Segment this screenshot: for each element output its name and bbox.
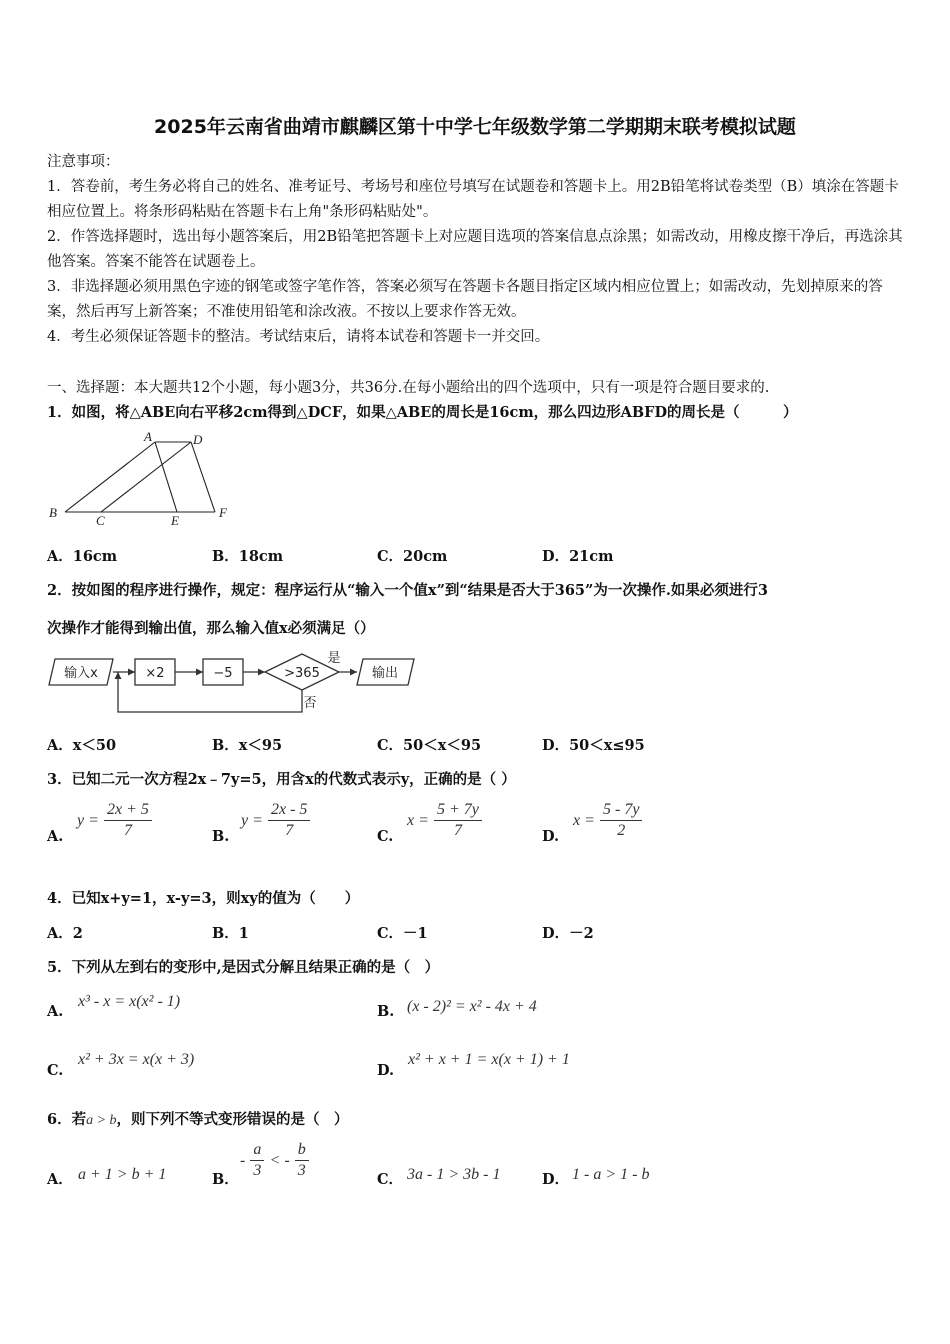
q3-option-d <box>573 800 642 841</box>
q3-d-denominator: 2 <box>617 822 626 839</box>
q2-option-c: C．50＜x＜95 <box>377 737 482 754</box>
q3-a-denominator: 7 <box>123 822 132 839</box>
q1-option-d: D．21cm <box>542 548 614 565</box>
note-item-1: 1．答卷前，考生务必将自己的姓名、准考证号、考场号和座位号填写在试题卷和答题卡上。用2B铅笔将试卷类型（B）填涂在答题卡相应位置上。将条形码粘贴在答题卡右上角"条形码粘贴处"。 <box>47 179 899 220</box>
note-item-4: 4．考生必须保证答题卡的整洁。考试结束后，请将本试卷和答题卡一并交回。 <box>47 329 550 345</box>
flow-input: 输入x <box>64 666 98 681</box>
q6-label-a: A． <box>47 1171 73 1188</box>
q5-label-b: B. <box>377 1003 395 1020</box>
q6-prefix: 6．若 <box>47 1111 87 1128</box>
q3-b-denominator: 7 <box>285 822 294 839</box>
q3-label-c: C. <box>377 828 394 845</box>
question-1-text: 1．如图，将△ABE向右平移2cm得到△DCF，如果△ABE的周长是16cm，那么四边形ABFD的周长是（ ） <box>47 404 798 421</box>
flow-minus-five: −5 <box>213 666 233 681</box>
q3-label-b: B. <box>212 828 230 845</box>
q3-label-d: D. <box>542 828 560 845</box>
q6-b-numerator-b: b <box>295 1140 309 1161</box>
q5-label-c: C. <box>47 1062 64 1079</box>
q6-condition: a > b <box>86 1113 117 1128</box>
q2-option-b: B．x＜95 <box>212 737 283 754</box>
flow-compare: >365 <box>284 666 320 681</box>
label-c: C <box>96 513 105 528</box>
page-title: 2025年云南省曲靖市麒麟区第十中学七年级数学第二学期期末联考模拟试题 <box>154 116 796 138</box>
note-item-2: 2．作答选择题时，选出每小题答案后，用2B铅笔把答题卡上对应题目选项的答案信息点涂黑；如需改动，用橡皮擦干净后，再选涂其他答案。答案不能答在试题卷上。 <box>47 229 903 270</box>
q3-option-b <box>241 800 310 841</box>
question-2-line2: 次操作才能得到输出值，那么输入值x必须满足（） <box>47 620 375 637</box>
q6-option-a-expr: a + 1 > b + 1 <box>78 1166 167 1183</box>
q6-option-d-expr: 1 - a > 1 - b <box>572 1166 650 1183</box>
question-3-text: 3．已知二元一次方程2x﹣7y=5，用含x的代数式表示y，正确的是（ ） <box>47 771 516 788</box>
flow-times-two: ×2 <box>145 666 165 681</box>
q6-b-denominator-b: 3 <box>297 1162 306 1179</box>
q3-c-lhs: x = <box>407 812 429 829</box>
q6-suffix: ，则下列不等式变形错误的是（ ） <box>116 1111 349 1128</box>
q5-option-c-expr: x² + 3x = x(x + 3) <box>78 1051 195 1068</box>
q5-label-d: D. <box>377 1062 395 1079</box>
q1-option-a: A．16cm <box>47 548 118 565</box>
translation-figure <box>45 428 235 530</box>
q5-option-a-expr: x³ - x = x(x² - 1) <box>78 993 181 1010</box>
q6-b-pre: - <box>240 1152 246 1169</box>
q3-label-a: A. <box>47 828 64 845</box>
q5-label-a: A. <box>47 1003 64 1020</box>
q1-option-b: B．18cm <box>212 548 284 565</box>
q5-option-b-expr: (x - 2)² = x² - 4x + 4 <box>407 998 537 1015</box>
note-item-3: 3．非选择题必须用黑色字迹的钢笔或签字笔作答，答案必须写在答题卡各题目指定区域内相应位置上；如需改动，先划掉原来的答案，然后再写上新答案；不准使用铅笔和涂改液。不按以上要求作答无效。 <box>47 279 883 320</box>
flow-no: 否 <box>303 696 317 711</box>
q3-d-lhs: x = <box>573 812 595 829</box>
question-5-text: 5．下列从左到右的变形中,是因式分解且结果正确的是（ ） <box>47 959 440 976</box>
q4-option-d: D．－2 <box>542 925 594 942</box>
q6-label-b: B． <box>212 1171 239 1188</box>
q3-a-numerator: 2x + 5 <box>104 800 152 821</box>
q6-label-d: D． <box>542 1171 570 1188</box>
label-d: D <box>193 432 203 447</box>
q4-option-b: B．1 <box>212 925 249 942</box>
q6-b-numerator-a: a <box>250 1140 264 1161</box>
q2-option-d: D．50＜x≤95 <box>542 737 645 754</box>
q3-b-lhs: y = <box>241 812 263 829</box>
flow-yes: 是 <box>327 651 341 666</box>
q3-d-numerator: 5 - 7y <box>600 800 642 821</box>
q6-b-denominator-a: 3 <box>253 1162 262 1179</box>
question-6-text <box>47 1108 349 1129</box>
q3-option-a <box>77 800 152 841</box>
label-a: A <box>144 429 152 444</box>
q6-option-b-expr <box>240 1140 309 1181</box>
q3-a-lhs: y = <box>77 812 99 829</box>
q3-b-numerator: 2x - 5 <box>268 800 310 821</box>
q3-c-denominator: 7 <box>453 822 462 839</box>
section-heading: 一、选择题：本大题共12个小题，每小题3分，共36分.在每小题给出的四个选项中，只有一项是符合题目要求的. <box>47 380 770 396</box>
label-e: E <box>171 513 179 528</box>
q4-option-c: C．－1 <box>377 925 428 942</box>
q6-option-c-expr: 3a - 1 > 3b - 1 <box>407 1166 501 1183</box>
flow-output: 输出 <box>371 666 399 681</box>
q1-option-c: C．20cm <box>377 548 448 565</box>
q3-c-numerator: 5 + 7y <box>434 800 482 821</box>
q3-option-c <box>407 800 482 841</box>
q6-b-mid: < - <box>269 1152 290 1169</box>
question-4-text: 4．已知x+y=1，x-y=3，则xy的值为（ ） <box>47 890 360 907</box>
label-b: B <box>49 505 57 520</box>
q6-label-c: C． <box>377 1171 404 1188</box>
question-2-line1: 2．按如图的程序进行操作，规定：程序运行从“输入一个值x”到“结果是否大于365”为一次操作.如果必须进行3 <box>47 582 768 599</box>
q4-option-a: A．2 <box>47 925 83 942</box>
notes-heading: 注意事项： <box>47 154 120 170</box>
q2-option-a: A．x＜50 <box>47 737 117 754</box>
label-f: F <box>219 505 227 520</box>
flowchart <box>45 650 425 718</box>
q5-option-d-expr: x² + x + 1 = x(x + 1) + 1 <box>408 1051 570 1068</box>
